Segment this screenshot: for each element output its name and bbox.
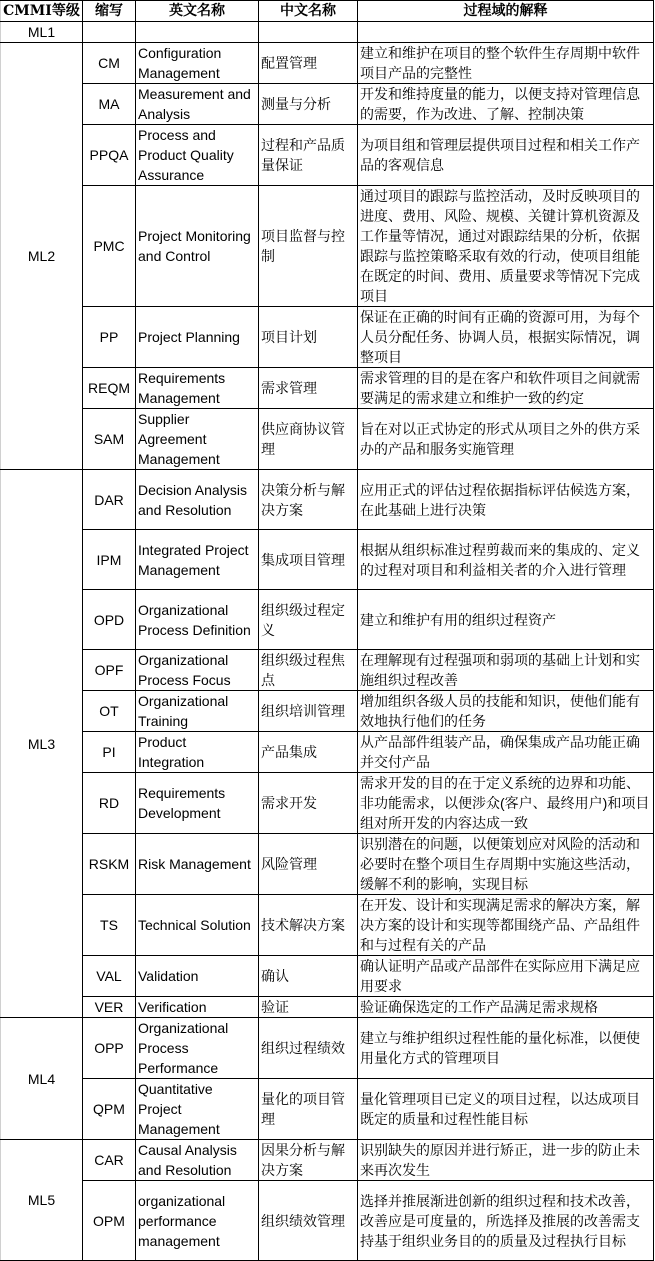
- maturity-level-cell: ML5: [1, 1140, 83, 1261]
- abbr-cell: SAM: [83, 409, 136, 470]
- chinese-name-cell: 量化的项目管理: [259, 1079, 358, 1140]
- description-cell: 为项目组和管理层提供项目过程和相关工作产品的客观信息: [358, 125, 654, 186]
- english-name-cell: Organizational Process Performance: [136, 1018, 259, 1079]
- abbr-cell: CM: [83, 43, 136, 84]
- chinese-name-cell: 组织级过程焦点: [259, 650, 358, 691]
- english-name-cell: Organizational Training: [136, 691, 259, 732]
- english-name-cell: Causal Analysis and Resolution: [136, 1140, 259, 1181]
- description-cell: 保证在正确的时间有正确的资源可用，为每个人员分配任务、协调人员，根据实际情况，调整项目: [358, 307, 654, 368]
- table-row: [1, 470, 654, 530]
- table-row: [1, 307, 654, 368]
- maturity-level-cell: ML2: [1, 43, 83, 470]
- english-name-cell: Project Monitoring and Control: [136, 186, 259, 307]
- english-name-cell: Technical Solution: [136, 895, 259, 956]
- chinese-name-cell: 需求开发: [259, 773, 358, 834]
- english-name-cell: Requirements Management: [136, 368, 259, 409]
- abbr-cell: PPQA: [83, 125, 136, 186]
- description-cell: 需求管理的目的是在客户和软件项目之间就需要满足的需求建立和维护一致的约定: [358, 368, 654, 409]
- description-cell: 识别潜在的问题，以便策划应对风险的活动和必要时在整个项目生存周期中实施这些活动，缓解不利的影响，实现目标: [358, 834, 654, 895]
- english-name-cell: Validation: [136, 956, 259, 997]
- abbr-cell: RSKM: [83, 834, 136, 895]
- table-row: [1, 1079, 654, 1140]
- english-name-cell: Risk Management: [136, 834, 259, 895]
- header-description: 过程域的解释: [358, 1, 654, 22]
- english-name-cell: Project Planning: [136, 307, 259, 368]
- table-row: [1, 997, 654, 1018]
- description-cell: 量化管理项目已定义的项目过程，以达成项目既定的质量和过程性能目标: [358, 1079, 654, 1140]
- description-cell: 需求开发的目的在于定义系统的边界和功能、非功能需求，以便涉众(客户、最终用户)和项目组对所开发的内容达成一致: [358, 773, 654, 834]
- abbr-cell: OPP: [83, 1018, 136, 1079]
- abbr-cell: VER: [83, 997, 136, 1018]
- abbr-cell: PP: [83, 307, 136, 368]
- chinese-name-cell: 确认: [259, 956, 358, 997]
- english-name-cell: Configuration Management: [136, 43, 259, 84]
- table-row: [1, 125, 654, 186]
- empty-cell: [259, 22, 358, 43]
- table-row: [1, 84, 654, 125]
- description-cell: 根据从组织标准过程剪裁而来的集成的、定义的过程对项目和利益相关者的介入进行管理: [358, 530, 654, 590]
- chinese-name-cell: 产品集成: [259, 732, 358, 773]
- maturity-level-cell: ML4: [1, 1018, 83, 1140]
- table-row: [1, 691, 654, 732]
- abbr-cell: REQM: [83, 368, 136, 409]
- maturity-level-cell: ML1: [1, 22, 83, 43]
- empty-cell: [83, 22, 136, 43]
- chinese-name-cell: 供应商协议管理: [259, 409, 358, 470]
- table-row: [1, 530, 654, 590]
- header-level: CMMI等级: [1, 1, 83, 22]
- description-cell: 从产品部件组装产品，确保集成产品功能正确并交付产品: [358, 732, 654, 773]
- chinese-name-cell: 项目监督与控制: [259, 186, 358, 307]
- chinese-name-cell: 组织绩效管理: [259, 1181, 358, 1261]
- english-name-cell: Supplier Agreement Management: [136, 409, 259, 470]
- table-row: [1, 43, 654, 84]
- description-cell: 建立和维护在项目的整个软件生存周期中软件项目产品的完整性: [358, 43, 654, 84]
- chinese-name-cell: 验证: [259, 997, 358, 1018]
- english-name-cell: Requirements Development: [136, 773, 259, 834]
- chinese-name-cell: 因果分析与解决方案: [259, 1140, 358, 1181]
- chinese-name-cell: 项目计划: [259, 307, 358, 368]
- description-cell: 识别缺失的原因并进行矫正，进一步的防止未来再次发生: [358, 1140, 654, 1181]
- chinese-name-cell: 测量与分析: [259, 84, 358, 125]
- description-cell: 旨在对以正式协定的形式从项目之外的供方采办的产品和服务实施管理: [358, 409, 654, 470]
- chinese-name-cell: 组织过程绩效: [259, 1018, 358, 1079]
- header-abbr: 缩写: [83, 1, 136, 22]
- chinese-name-cell: 技术解决方案: [259, 895, 358, 956]
- table-row: [1, 732, 654, 773]
- table-row: [1, 590, 654, 650]
- table-row: [1, 368, 654, 409]
- english-name-cell: Decision Analysis and Resolution: [136, 470, 259, 530]
- description-cell: 在开发、设计和实现满足需求的解决方案，解决方案的设计和实现等都围绕产品、产品组件和与过程有关的产品: [358, 895, 654, 956]
- description-cell: 建立与维护组织过程性能的量化标准，以便使用量化方式的管理项目: [358, 1018, 654, 1079]
- english-name-cell: Organizational Process Definition: [136, 590, 259, 650]
- description-cell: 选择并推展渐进创新的组织过程和技术改善，改善应是可度量的，所选择及推展的改善需支持基于组织业务目的的质量及过程执行目标: [358, 1181, 654, 1261]
- english-name-cell: Product Integration: [136, 732, 259, 773]
- english-name-cell: Measurement and Analysis: [136, 84, 259, 125]
- description-cell: 应用正式的评估过程依据指标评估候选方案，在此基础上进行决策: [358, 470, 654, 530]
- abbr-cell: IPM: [83, 530, 136, 590]
- chinese-name-cell: 需求管理: [259, 368, 358, 409]
- maturity-level-cell: ML3: [1, 470, 83, 1018]
- abbr-cell: OPF: [83, 650, 136, 691]
- description-cell: 在理解现有过程强项和弱项的基础上计划和实施组织过程改善: [358, 650, 654, 691]
- abbr-cell: RD: [83, 773, 136, 834]
- description-cell: 验证确保选定的工作产品满足需求规格: [358, 997, 654, 1018]
- description-cell: 建立和维护有用的组织过程资产: [358, 590, 654, 650]
- abbr-cell: QPM: [83, 1079, 136, 1140]
- chinese-name-cell: 集成项目管理: [259, 530, 358, 590]
- header-english-name: 英文名称: [136, 1, 259, 22]
- table-row: [1, 1018, 654, 1079]
- table-row: [1, 1181, 654, 1261]
- english-name-cell: Integrated Project Management: [136, 530, 259, 590]
- description-cell: 确认证明产品或产品部件在实际应用下满足应用要求: [358, 956, 654, 997]
- abbr-cell: OT: [83, 691, 136, 732]
- table-row: [1, 650, 654, 691]
- abbr-cell: TS: [83, 895, 136, 956]
- header-chinese-name: 中文名称: [259, 1, 358, 22]
- abbr-cell: OPM: [83, 1181, 136, 1261]
- table-row: [1, 834, 654, 895]
- table-row: [1, 22, 654, 43]
- abbr-cell: MA: [83, 84, 136, 125]
- english-name-cell: Verification: [136, 997, 259, 1018]
- table-row: [1, 1140, 654, 1181]
- table-header-row: [1, 1, 654, 22]
- description-cell: 增加组织各级人员的技能和知识，使他们能有效地执行他们的任务: [358, 691, 654, 732]
- empty-cell: [136, 22, 259, 43]
- abbr-cell: CAR: [83, 1140, 136, 1181]
- chinese-name-cell: 决策分析与解决方案: [259, 470, 358, 530]
- chinese-name-cell: 组织级过程定义: [259, 590, 358, 650]
- chinese-name-cell: 配置管理: [259, 43, 358, 84]
- chinese-name-cell: 过程和产品质量保证: [259, 125, 358, 186]
- abbr-cell: DAR: [83, 470, 136, 530]
- english-name-cell: Organizational Process Focus: [136, 650, 259, 691]
- english-name-cell: Process and Product Quality Assurance: [136, 125, 259, 186]
- empty-cell: [358, 22, 654, 43]
- table-row: [1, 773, 654, 834]
- abbr-cell: PI: [83, 732, 136, 773]
- description-cell: 开发和维持度量的能力，以便支持对管理信息的需要，作为改进、了解、控制决策: [358, 84, 654, 125]
- table-row: [1, 186, 654, 307]
- description-cell: 通过项目的跟踪与监控活动，及时反映项目的进度、费用、风险、规模、关键计算机资源及工作量等情况，通过对跟踪结果的分析，依据跟踪与监控策略采取有效的行动，使项目组能在既定的时间、费用、质量要求等情况下完成项目: [358, 186, 654, 307]
- abbr-cell: PMC: [83, 186, 136, 307]
- abbr-cell: OPD: [83, 590, 136, 650]
- english-name-cell: organizational performance management: [136, 1181, 259, 1261]
- chinese-name-cell: 组织培训管理: [259, 691, 358, 732]
- table-row: [1, 956, 654, 997]
- chinese-name-cell: 风险管理: [259, 834, 358, 895]
- table-row: [1, 895, 654, 956]
- table-row: [1, 409, 654, 470]
- abbr-cell: VAL: [83, 956, 136, 997]
- english-name-cell: Quantitative Project Management: [136, 1079, 259, 1140]
